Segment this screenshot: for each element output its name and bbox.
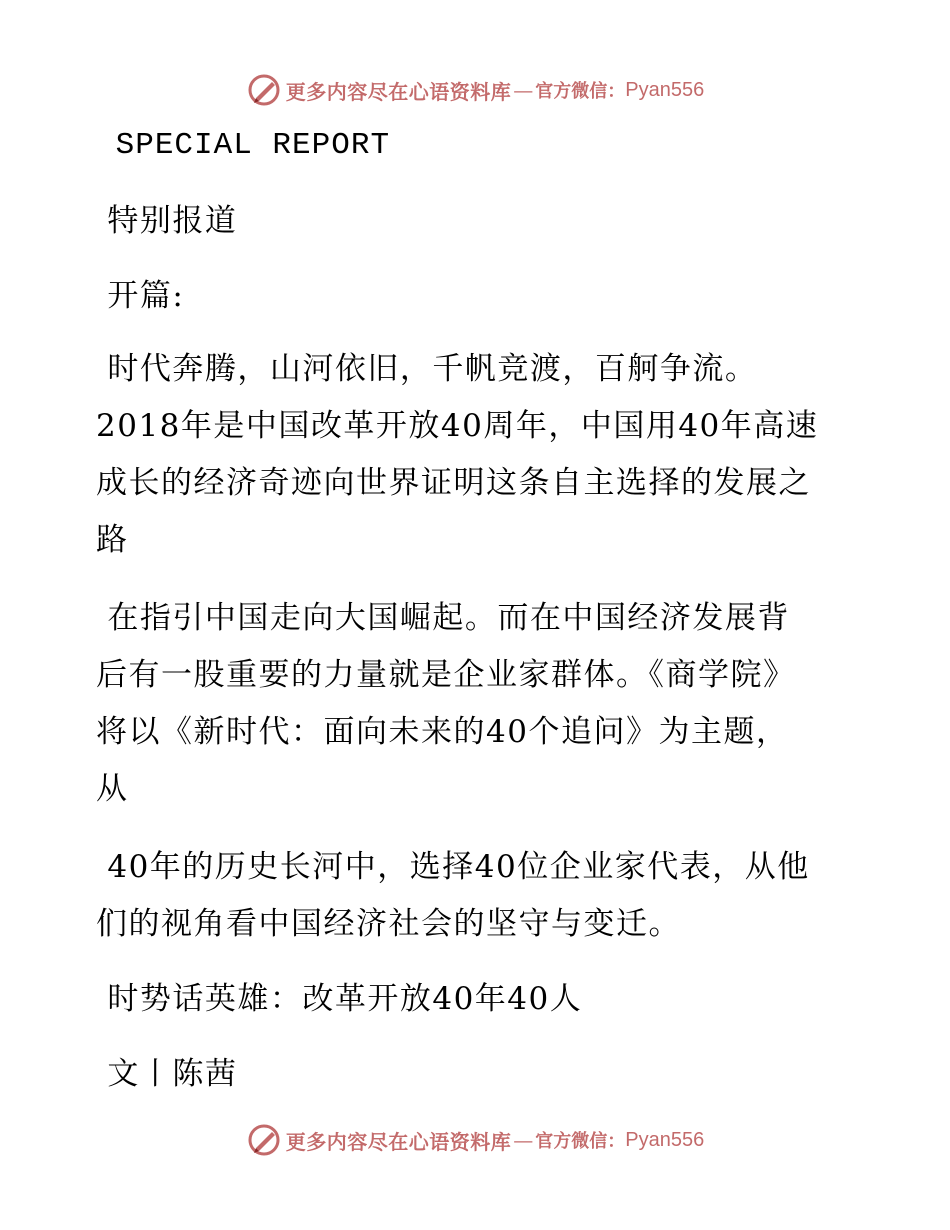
article-headline: 时势话英雄：改革开放40年40人 <box>96 981 583 1017</box>
opening-label: 开篇: <box>96 278 185 314</box>
footer-watermark <box>0 1120 950 1160</box>
paragraph-3: 40年的历史长河中，选择40位企业家代表，从他 们的视角看中国经济社会的坚守与变迁。 <box>96 849 810 942</box>
watermark-separator: — <box>513 78 534 102</box>
pen-logo-icon <box>246 72 282 108</box>
watermark-wechat-id: Pyan556 <box>625 78 705 101</box>
special-report-heading: SPECIAL REPORT <box>96 128 391 163</box>
watermark-wechat-label: 官方微信： <box>535 81 626 102</box>
byline: 文丨陈茜 <box>96 1056 238 1092</box>
header-watermark <box>0 70 950 110</box>
watermark-text: 更多内容尽在心语资料库 <box>285 79 512 104</box>
paragraph-2: 在指引中国走向大国崛起。而在中国经济发展背 后有一股重要的力量就是企业家群体。《商学院》 将以《新时代：面向未来的40个追问》为主题， 从 <box>96 600 796 807</box>
watermark-wechat-id: Pyan556 <box>625 1128 705 1151</box>
paragraph-1: 时代奔腾，山河依旧，千帆竞渡，百舸争流。 2018年是中国改革开放40周年，中国用40年高速 成长的经济奇迹向世界证明这条自主选择的发展之 路 <box>96 351 819 558</box>
pen-logo-icon <box>246 1122 282 1158</box>
watermark-wechat-label: 官方微信： <box>535 1131 626 1152</box>
watermark-separator: — <box>513 1128 534 1152</box>
section-title: 特别报道 <box>96 203 238 239</box>
watermark-text: 更多内容尽在心语资料库 <box>285 1129 512 1154</box>
